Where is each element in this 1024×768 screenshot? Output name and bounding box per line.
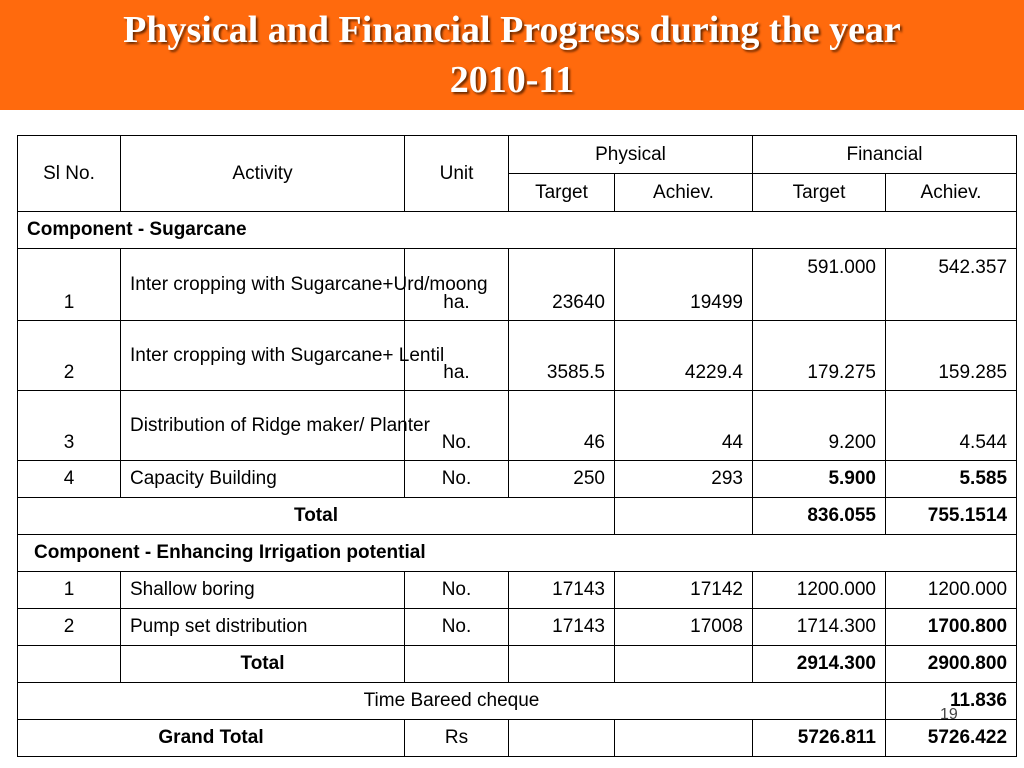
table-row (18, 609, 1017, 646)
financial-target-cell: 179.275 (753, 321, 886, 391)
activity-cell: Pump set distribution (121, 609, 405, 646)
physical-target-cell: 46 (509, 391, 615, 461)
page-number: 19 (940, 706, 958, 723)
total-row-irrigation (18, 646, 1017, 683)
empty-cell (615, 498, 753, 535)
time-bareed-value: 11.836 (886, 683, 1017, 720)
sl-no-cell: 2 (18, 321, 121, 391)
unit-cell: No. (405, 572, 509, 609)
activity-cell: Inter cropping with Sugarcane+Urd/moong (121, 249, 405, 321)
total-financial-target: 836.055 (753, 498, 886, 535)
financial-target-cell: 5.900 (753, 461, 886, 498)
financial-achiev-cell: 4.544 (886, 391, 1017, 461)
total-financial-target: 2914.300 (753, 646, 886, 683)
header-financial-target: Target (753, 174, 886, 212)
physical-target-cell: 250 (509, 461, 615, 498)
slide-title-line-1: Physical and Financial Progress during the year (123, 9, 901, 51)
component-label-irrigation: Component - Enhancing Irrigation potential (18, 535, 1017, 572)
slide-title (0, 5, 1024, 105)
sl-no-cell: 2 (18, 609, 121, 646)
unit-cell: ha. (405, 249, 509, 321)
grand-total-financial-achiev: 5726.422 (886, 720, 1017, 757)
header-physical-achiev: Achiev. (615, 174, 753, 212)
header-physical-target: Target (509, 174, 615, 212)
component-row-irrigation (18, 535, 1017, 572)
unit-cell: No. (405, 609, 509, 646)
grand-total-label: Grand Total (18, 720, 405, 757)
physical-achiev-cell: 19499 (615, 249, 753, 321)
header-unit: Unit (405, 136, 509, 212)
activity-cell: Distribution of Ridge maker/ Planter (121, 391, 405, 461)
physical-target-cell: 17143 (509, 572, 615, 609)
empty-cell (405, 646, 509, 683)
empty-cell (615, 720, 753, 757)
time-bareed-row (18, 683, 1017, 720)
header-row-1 (18, 136, 1017, 174)
sl-no-cell: 3 (18, 391, 121, 461)
total-label: Total (18, 498, 615, 535)
time-bareed-label: Time Bareed cheque (18, 683, 886, 720)
financial-achiev-cell: 1200.000 (886, 572, 1017, 609)
header-sl-no: Sl No. (18, 136, 121, 212)
physical-achiev-cell: 293 (615, 461, 753, 498)
total-financial-achiev: 755.1514 (886, 498, 1017, 535)
unit-cell: ha. (405, 321, 509, 391)
sl-no-cell: 4 (18, 461, 121, 498)
header-financial-achiev: Achiev. (886, 174, 1017, 212)
physical-achiev-cell: 4229.4 (615, 321, 753, 391)
financial-target-cell: 591.000 (753, 249, 886, 321)
component-label-sugarcane: Component - Sugarcane (18, 212, 1017, 249)
empty-cell (509, 720, 615, 757)
table-row (18, 391, 1017, 461)
table-row (18, 249, 1017, 321)
physical-target-cell: 23640 (509, 249, 615, 321)
activity-cell: Shallow boring (121, 572, 405, 609)
progress-table (17, 135, 1017, 757)
empty-cell (509, 646, 615, 683)
header-physical: Physical (509, 136, 753, 174)
physical-achiev-cell: 44 (615, 391, 753, 461)
activity-cell: Inter cropping with Sugarcane+ Lentil (121, 321, 405, 391)
grand-total-financial-target: 5726.811 (753, 720, 886, 757)
physical-achiev-cell: 17008 (615, 609, 753, 646)
financial-achiev-cell: 1700.800 (886, 609, 1017, 646)
financial-achiev-cell: 5.585 (886, 461, 1017, 498)
sl-no-cell: 1 (18, 249, 121, 321)
financial-target-cell: 1714.300 (753, 609, 886, 646)
financial-achiev-cell: 542.357 (886, 249, 1017, 321)
header-financial: Financial (753, 136, 1017, 174)
physical-achiev-cell: 17142 (615, 572, 753, 609)
financial-achiev-cell: 159.285 (886, 321, 1017, 391)
activity-cell: Capacity Building (121, 461, 405, 498)
table-row (18, 461, 1017, 498)
slide-title-line-2: 2010-11 (449, 59, 575, 101)
physical-target-cell: 3585.5 (509, 321, 615, 391)
unit-cell: No. (405, 461, 509, 498)
grand-total-unit: Rs (405, 720, 509, 757)
unit-cell: No. (405, 391, 509, 461)
table-row (18, 572, 1017, 609)
header-activity: Activity (121, 136, 405, 212)
total-label: Total (121, 646, 405, 683)
financial-target-cell: 9.200 (753, 391, 886, 461)
table-row (18, 321, 1017, 391)
total-financial-achiev: 2900.800 (886, 646, 1017, 683)
grand-total-row (18, 720, 1017, 757)
empty-cell (615, 646, 753, 683)
physical-target-cell: 17143 (509, 609, 615, 646)
total-row-sugarcane (18, 498, 1017, 535)
sl-no-cell: 1 (18, 572, 121, 609)
financial-target-cell: 1200.000 (753, 572, 886, 609)
empty-cell (18, 646, 121, 683)
component-row-sugarcane (18, 212, 1017, 249)
